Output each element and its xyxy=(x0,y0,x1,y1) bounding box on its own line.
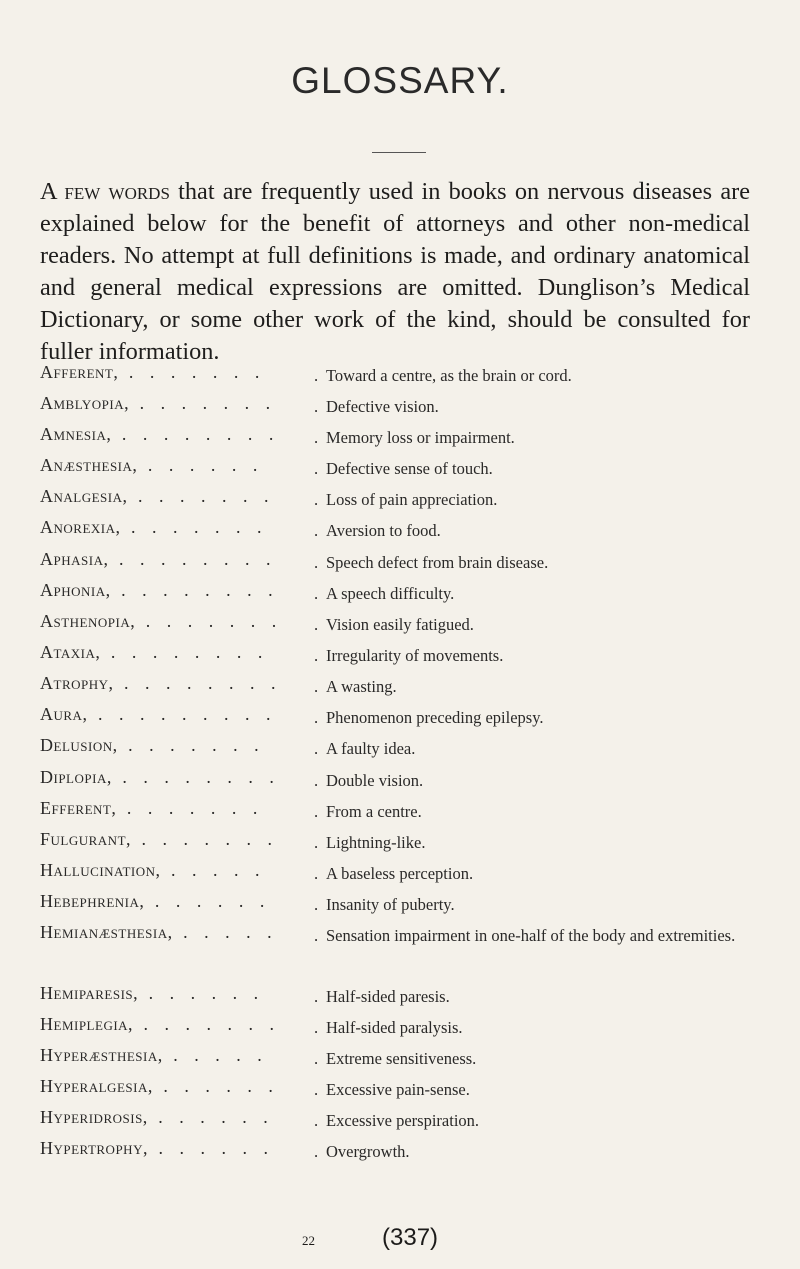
glossary-definition: . Speech defect from brain disease. xyxy=(314,549,786,577)
glossary-term: Anorexia, . . xyxy=(40,517,275,538)
glossary-definition: . A faulty idea. xyxy=(314,735,786,763)
leader-dot: . xyxy=(314,584,319,603)
leader-dot: . xyxy=(314,1111,319,1130)
title-rule xyxy=(372,152,426,153)
leader-dot: . xyxy=(314,926,319,945)
glossary-term: Hypertrophy, . . xyxy=(40,1138,275,1159)
leader-dot: . xyxy=(314,833,319,852)
leader-dot: . xyxy=(314,1142,319,1161)
intro-text: that are frequently used in books on nervous diseases are explained below for the benefit of attorneys and other non-medical readers. No attempt at full definitions is made, and ordinary anatomical and general medical expressions are omitted. Dunglison’s Medical Dictionary, or some other work of the kind, should be consulted for fuller information. xyxy=(40,178,750,365)
glossary-definition: . Lightning-like. xyxy=(314,829,786,857)
leader-dot: . xyxy=(314,987,319,1006)
leader-dot: . xyxy=(314,1080,319,1099)
leader-dot: . xyxy=(314,646,319,665)
page-number: (337) xyxy=(382,1224,439,1251)
leader-dot: . xyxy=(314,521,319,540)
glossary-term: Afferent, . . xyxy=(40,362,275,383)
glossary-term: Hallucination, . . xyxy=(40,860,275,881)
glossary-term: Analgesia, . . xyxy=(40,486,275,507)
leader-dot: . xyxy=(314,895,319,914)
signature-mark: 22 xyxy=(302,1233,315,1248)
glossary-definition: . Vision easily fatigued. xyxy=(314,611,786,639)
glossary-term: Hemiplegia, . . xyxy=(40,1014,275,1035)
leader-dot: . xyxy=(314,864,319,883)
leader-dot: . xyxy=(314,459,319,478)
glossary-definition: . Insanity of puberty. xyxy=(314,891,786,919)
glossary-definition: . Irregularity of movements. xyxy=(314,642,786,670)
glossary-definition: . A wasting. xyxy=(314,673,786,701)
glossary-definition: . Half-sided paresis. xyxy=(314,983,786,1011)
glossary-term: Anæsthesia, . . xyxy=(40,455,275,476)
leader-dot: . xyxy=(314,428,319,447)
glossary-definition: . Double vision. xyxy=(314,767,786,795)
glossary-term: Fulgurant, . . xyxy=(40,829,275,850)
leader-dot: . xyxy=(314,802,319,821)
glossary-definition: . Defective sense of touch. xyxy=(314,455,786,483)
leader-dot: . xyxy=(314,771,319,790)
leader-dot: . xyxy=(314,366,319,385)
glossary-term: Hemianæsthesia, . . xyxy=(40,922,275,943)
glossary-term: Atrophy, . . xyxy=(40,673,275,694)
glossary-definition: . Excessive pain-sense. xyxy=(314,1076,786,1104)
leader-dot: . xyxy=(314,490,319,509)
leader-dot: . xyxy=(314,739,319,758)
glossary-definition: . Defective vision. xyxy=(314,393,786,421)
glossary-definition: . A baseless perception. xyxy=(314,860,786,888)
glossary-term: Hyperalgesia, . . xyxy=(40,1076,275,1097)
glossary-definition: . Excessive perspiration. xyxy=(314,1107,786,1135)
glossary-definition: . Half-sided paralysis. xyxy=(314,1014,786,1042)
glossary-term: Aura, . . xyxy=(40,704,275,725)
leader-dot: . xyxy=(314,677,319,696)
glossary-term: Ataxia, . . xyxy=(40,642,275,663)
leader-dot: . xyxy=(314,1049,319,1068)
glossary-definition: . Aversion to food. xyxy=(314,517,786,545)
glossary-definition: . Loss of pain appreciation. xyxy=(314,486,786,514)
glossary-definition: . Memory loss or impairment. xyxy=(314,424,786,452)
glossary-term: Hemiparesis, . . xyxy=(40,983,275,1004)
glossary-term: Delusion, . . xyxy=(40,735,275,756)
page-title: GLOSSARY. xyxy=(291,60,509,101)
intro-lead: A few words xyxy=(40,178,170,205)
leader-dot: . xyxy=(314,1018,319,1037)
glossary-definition: . Toward a centre, as the brain or cord. xyxy=(314,362,786,390)
leader-dot: . xyxy=(314,553,319,572)
glossary-term: Aphonia, . . xyxy=(40,580,275,601)
glossary-definition: . Phenomenon preceding epilepsy. xyxy=(314,704,786,732)
glossary-term: Asthenopia, . . xyxy=(40,611,275,632)
leader-dot: . xyxy=(314,615,319,634)
glossary-term: Diplopia, . . xyxy=(40,767,275,788)
glossary-definition: . A speech difficulty. xyxy=(314,580,786,608)
glossary-term: Amnesia, . . xyxy=(40,424,275,445)
glossary-term: Aphasia, . . xyxy=(40,549,275,570)
glossary-definition: . Overgrowth. xyxy=(314,1138,786,1166)
glossary-definition: . Extreme sensitiveness. xyxy=(314,1045,786,1073)
glossary-term: Efferent, . . xyxy=(40,798,275,819)
glossary-definition: . From a centre. xyxy=(314,798,786,826)
glossary-term: Hyperidrosis, . . xyxy=(40,1107,275,1128)
glossary-term: Amblyopia, . . xyxy=(40,393,275,414)
glossary-term: Hyperæsthesia, . . xyxy=(40,1045,275,1066)
glossary-definition: . Sensation impairment in one-half of the body and extremities. xyxy=(314,922,786,950)
leader-dot: . xyxy=(314,397,319,416)
leader-dot: . xyxy=(314,708,319,727)
intro-paragraph xyxy=(40,176,750,368)
glossary-term: Hebephrenia, . . xyxy=(40,891,275,912)
